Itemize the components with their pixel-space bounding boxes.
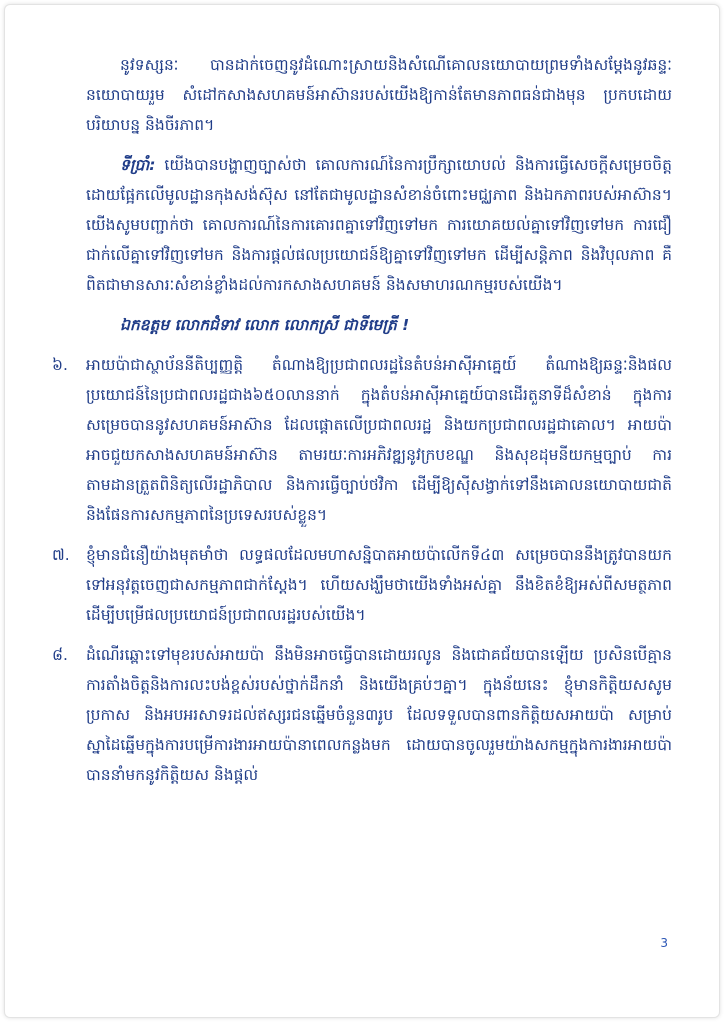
item-text: ខ្ញុំមានជំនឿយ៉ាងមុតមាំថា លទ្ធផលដែលមហាសន្និបាតអាយប៉ាលើកទី៤៣ សម្រេចបាននឹងត្រូវបានយកទៅអនុវត្តចេញជាសកម្មភាពជាក់ស្តែង។ ហើយសង្ឃឹមថាយើងទាំងអស់គ្នា នឹងខិតខំឱ្យអស់ពីសមត្ថភាពដើម្បីបម្រើផលប្រយោជន៍ប្រជាពលរដ្ឋរបស់យើង។ [86,546,672,624]
item-number: ៧. [52,546,70,564]
fifth-point-body: យើងបានបង្ហាញច្បាស់ថា គោលការណ៍នៃការប្រឹក្សាយោបល់ និងការធ្វើសេចក្តីសម្រេចចិត្តដោយផ្អែកលើមូលដ្ឋានកុងសង់ស៊ុស នៅតែជាមូលដ្ឋានសំខាន់ចំពោះមជ្ឈភាព និងឯកភាពរបស់អាស៊ាន។ យើងសូមបញ្ជាក់ថា គោលការណ៍នៃការគោរពគ្នាទៅវិញទៅមក ការយោគយល់គ្នាទៅវិញទៅមក ការជឿជាក់លើគ្នាទៅវិញទៅមក និងការផ្តល់ផលប្រយោជន៍ឱ្យគ្នាទៅវិញទៅមក ដើម្បីសន្តិភាព និងវិបុលភាព គឺពិតជាមានសារៈសំខាន់ខ្លាំងដល់ការកសាងសហគមន៍ និងសមាហរណកម្មរបស់យើង។ [86,156,672,294]
fifth-point-paragraph [52,150,672,300]
fifth-point-lead: ទីប្រាំ: [120,156,156,174]
numbered-item-6 [52,350,672,530]
page-number: 3 [660,936,668,950]
numbered-item-8 [52,640,672,790]
document-body [52,50,672,800]
item-number: ៦. [52,356,68,374]
numbered-item-7 [52,540,672,630]
salutation: ឯកឧត្តម លោកជំទាវ លោក លោកស្រី ជាទីមេត្រី ! [120,316,410,334]
item-text: ដំណើរឆ្ពោះទៅមុខរបស់អាយប៉ា នឹងមិនអាចធ្វើបានដោយរលូន និងជោគជ័យបានឡើយ ប្រសិនបើគ្មានការតាំងចិត្តនិងការលះបង់ខ្ពស់របស់ថ្នាក់ដឹកនាំ និងយើងគ្រប់ៗគ្នា។ ក្នុងន័យនេះ ខ្ញុំមានកិត្តិយសសូមប្រកាស និងអបអរសាទរដល់ឥស្សរជនឆ្នើមចំនួន៣រូប ដែលទទួលបានពានកិត្តិយសអាយប៉ា សម្រាប់ស្នាដៃឆ្នើមក្នុងការបម្រើការងារអាយប៉ានាពេលកន្លងមក ដោយបានចូលរួមយ៉ាងសកម្មក្នុងការងារអាយប៉ា បាននាំមកនូវកិត្តិយស និងផ្តល់ [86,646,672,784]
item-number: ៨. [52,646,68,664]
intro-paragraph: នូវទស្សនៈ បានដាក់ចេញនូវដំណោះស្រាយនិងសំណើគោលនយោបាយព្រមទាំងសម្តែងនូវឆន្ទៈនយោបាយរួម សំដៅកសាងសហគមន៍អាស៊ានរបស់យើងឱ្យកាន់តែមានភាពធន់ជាងមុន ប្រកបដោយបរិយាបន្ន និងចីរភាព។ [86,56,672,134]
item-text: អាយប៉ាជាស្ថាប័ននីតិប្បញ្ញត្តិ តំណាងឱ្យប្រជាពលរដ្ឋនៃតំបន់អាស៊ីអាគ្នេយ៍ តំណាងឱ្យឆន្ទៈនិងផលប្រយោជន៍នៃប្រជាពលរដ្ឋជាង៦៥០លាននាក់ ក្នុងតំបន់អាស៊ីអាគ្នេយ៍បានដើរតួនាទីដ៏សំខាន់ ក្នុងការសម្រេចបាននូវសហគមន៍អាស៊ាន ដែលផ្តោតលើប្រជាពលរដ្ឋ និងយកប្រជាពលរដ្ឋជាគោល។ អាយប៉ាអាចជួយកសាងសហគមន៍អាស៊ាន តាមរយៈការអភិវឌ្ឍនូវក្របខណ្ឌ និងសុខដុមនីយកម្មច្បាប់ ការតាមដានត្រួតពិនិត្យលើរដ្ឋាភិបាល និងការធ្វើច្បាប់ថវិកា ដើម្បីឱ្យស៊ីសង្វាក់ទៅនឹងគោលនយោបាយជាតិ និងផែនការសកម្មភាពនៃប្រទេសរបស់ខ្លួន។ [86,356,672,524]
